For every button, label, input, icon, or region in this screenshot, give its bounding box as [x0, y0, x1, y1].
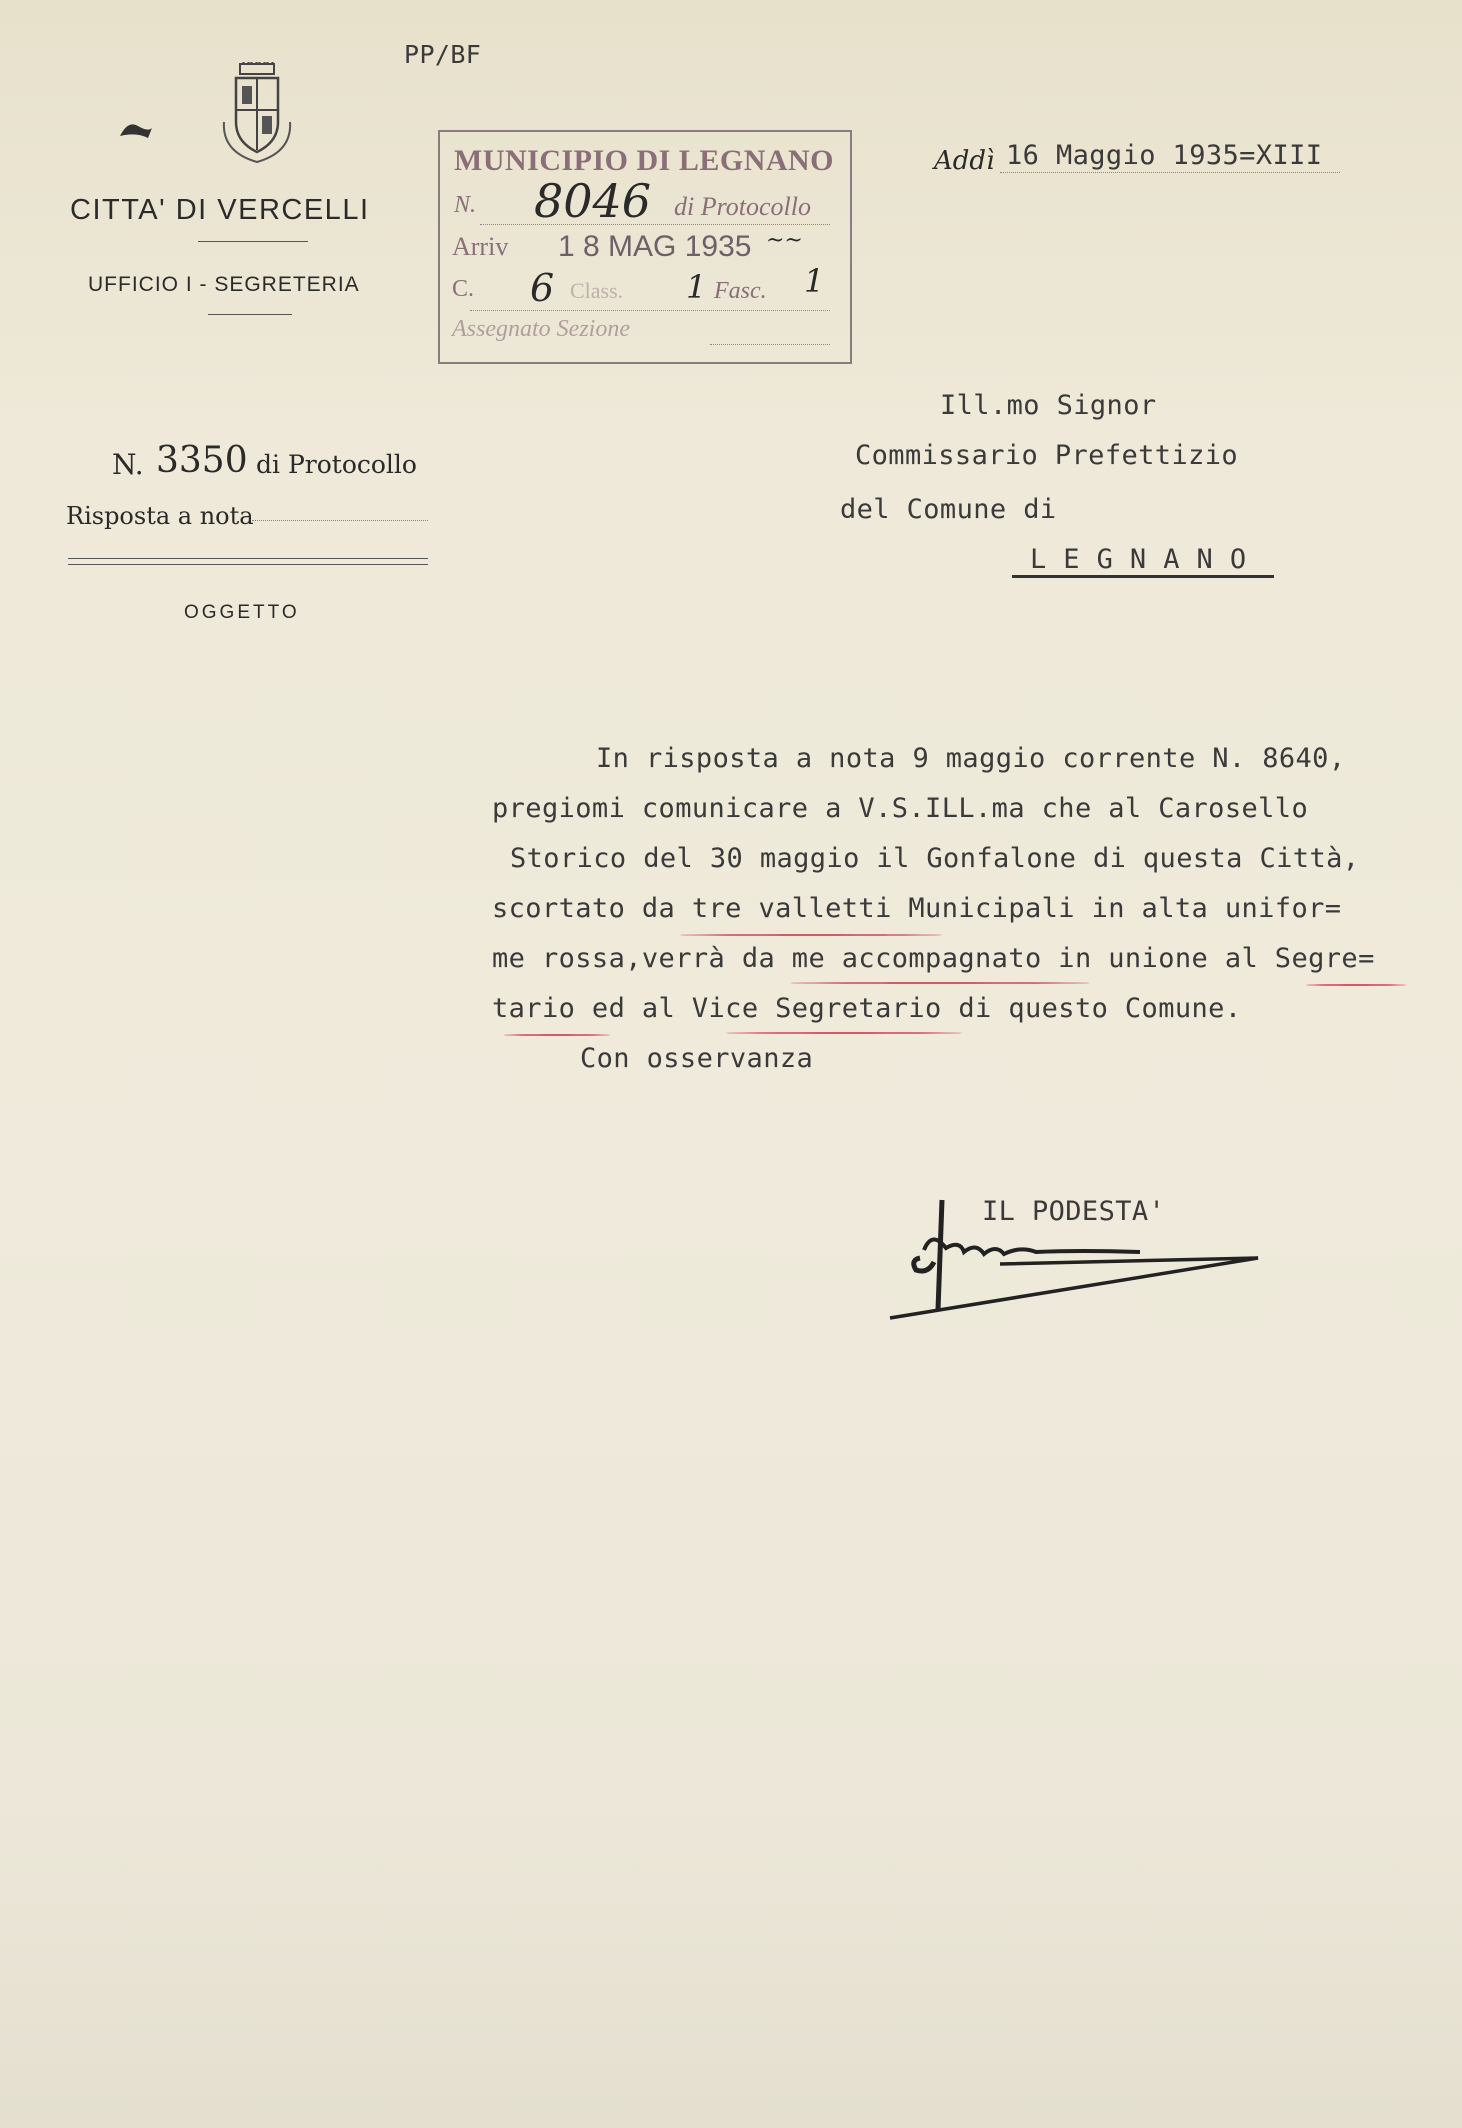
recipient-line-3: del Comune di: [840, 494, 1057, 525]
body-line-2: pregiomi comunicare a V.S.ILL.ma che al Carosello: [492, 793, 1309, 824]
city-name: CITTA' DI VERCELLI: [70, 194, 370, 226]
red-underline-segretario: [726, 1032, 962, 1034]
body-line-4: scortato da tre valletti Municipali in alta unifor=: [492, 893, 1342, 924]
red-underline-valletti: [680, 934, 942, 936]
recipient-line-1: Ill.mo Signor: [940, 390, 1157, 421]
arrival-stamp: [438, 130, 852, 364]
stamp-cat-value: 6: [530, 266, 555, 310]
reply-rule-1: [68, 558, 428, 559]
signature-title: IL PODESTA': [982, 1196, 1166, 1227]
stamp-arrival-label: Arriv: [452, 232, 509, 261]
coat-of-arms-icon: [218, 62, 296, 166]
reference-code: PP/BF: [404, 40, 482, 69]
stamp-n-label: N.: [454, 192, 477, 218]
stamp-fasc-label: Fasc.: [714, 278, 767, 304]
stamp-cat-dots: [470, 310, 830, 311]
stamp-n-value: 8046: [534, 174, 652, 228]
stamp-n-dots: [480, 224, 830, 225]
body-line-5: me rossa,verrà da me accompagnato in unione al Segre=: [492, 943, 1375, 974]
recipient-underline: [1012, 575, 1274, 578]
stamp-class-label: Class.: [570, 278, 624, 303]
recipient-line-4: L E G N A N O: [1030, 544, 1247, 575]
stamp-arrival-date: 1 8 MAG 1935: [558, 230, 752, 263]
stamp-class-value: 1: [686, 268, 707, 306]
stamp-cat-label: C.: [452, 276, 475, 302]
recipient-line-2: Commissario Prefettizio: [855, 440, 1239, 471]
city-rule: [198, 241, 308, 242]
reply-label: Risposta a nota: [66, 502, 254, 530]
subject-label: OGGETTO: [184, 602, 300, 623]
date-underline: [1000, 172, 1340, 173]
stamp-fasc-value: 1: [804, 262, 825, 300]
closing-line: Con osservanza: [580, 1043, 814, 1074]
protocol-suffix: di Protocollo: [256, 450, 417, 479]
stamp-assigned-dots: [710, 344, 830, 345]
reply-rule-2: [68, 564, 428, 565]
ink-smudge-icon: [118, 118, 154, 144]
stamp-assigned-label: Assegnato Sezione: [452, 316, 630, 342]
signature-icon: [880, 1190, 1280, 1330]
date-value: 16 Maggio 1935=XIII: [1006, 140, 1323, 171]
red-underline-segre: [1306, 984, 1406, 986]
protocol-n-value: 3350: [156, 440, 248, 481]
protocol-n-label: N.: [112, 448, 144, 481]
office-rule: [208, 314, 292, 315]
body-line-1: In risposta a nota 9 maggio corrente N. 8640,: [596, 743, 1346, 774]
date-label: Addì: [934, 146, 995, 176]
stamp-protocol-label: di Protocollo: [674, 192, 811, 221]
office-name: UFFICIO I - SEGRETERIA: [88, 273, 360, 296]
body-line-6: tario ed al Vice Segretario di questo Comune.: [492, 993, 1242, 1024]
stamp-title: MUNICIPIO DI LEGNANO: [454, 144, 835, 177]
stamp-arrival-scribble: ~~: [766, 228, 803, 253]
red-underline-accompagnato: [790, 982, 1090, 984]
body-line-3: Storico del 30 maggio il Gonfalone di questa Città,: [510, 843, 1360, 874]
red-underline-tario: [504, 1034, 610, 1036]
reply-dots: [252, 520, 428, 521]
